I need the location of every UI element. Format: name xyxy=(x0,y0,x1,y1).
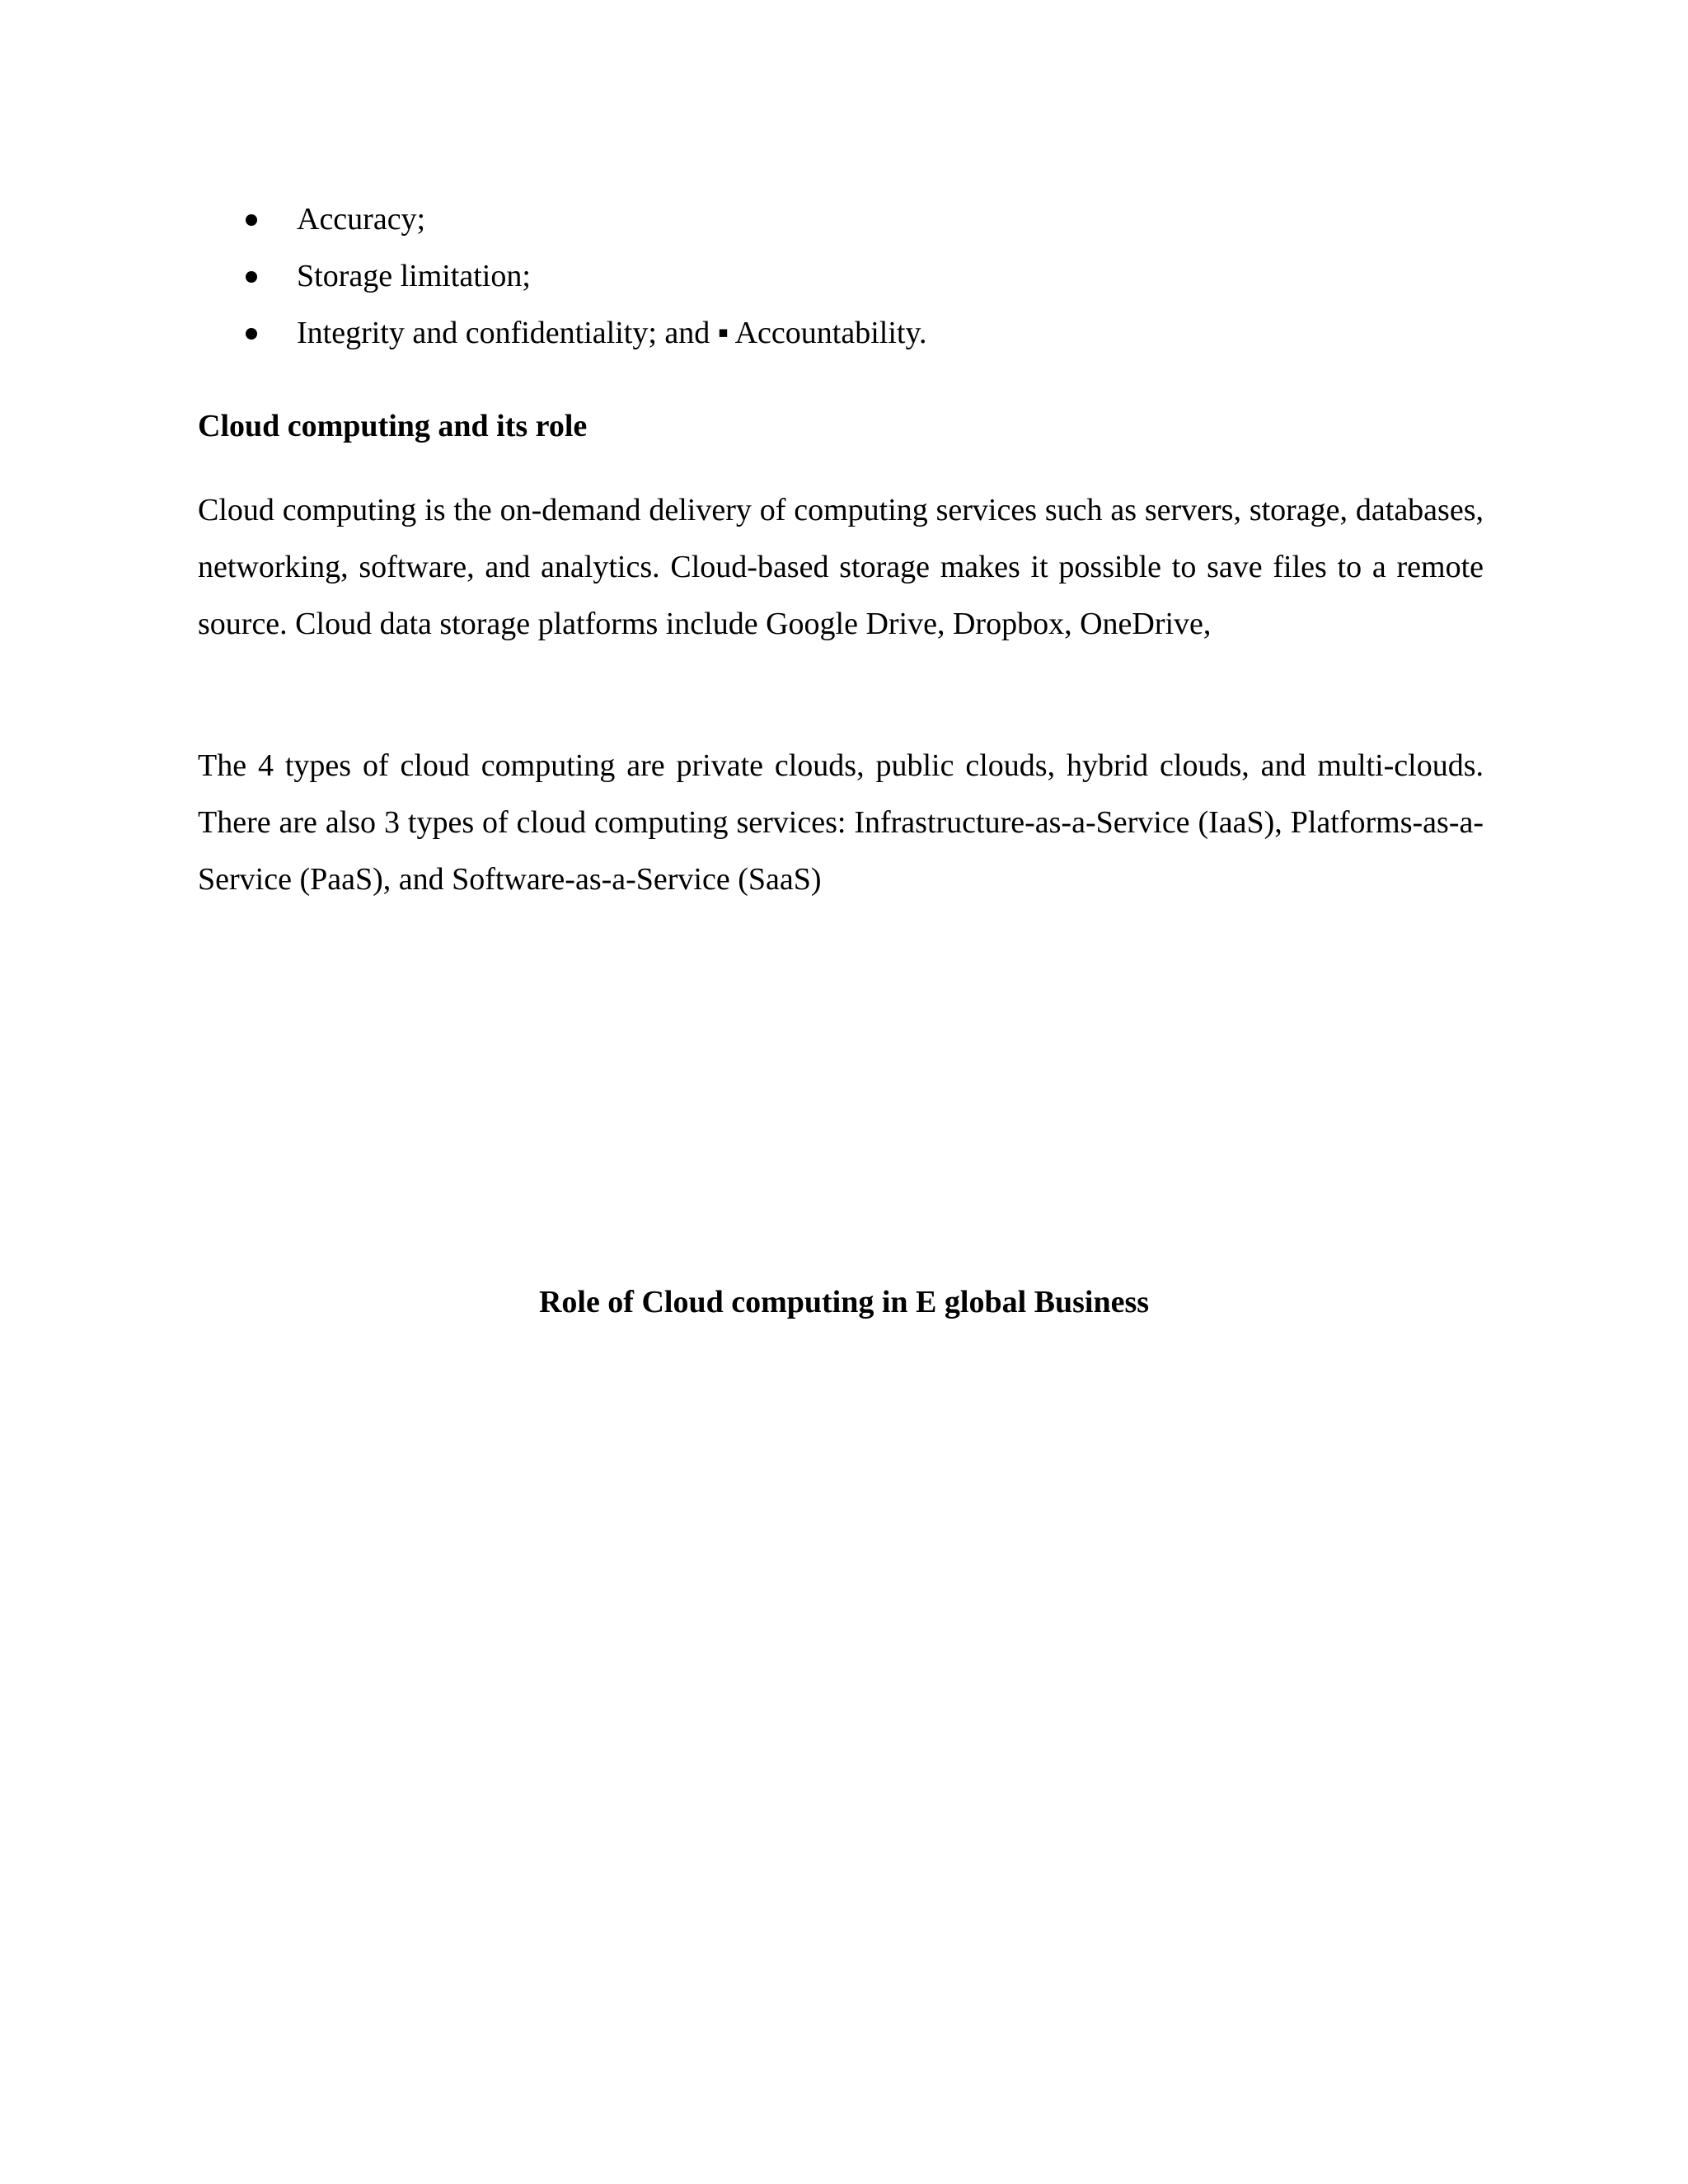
bullet-icon xyxy=(246,328,257,340)
list-item xyxy=(198,248,1484,305)
bullet-icon xyxy=(246,271,257,283)
list-item-text: Storage limitation; xyxy=(297,259,531,293)
list-item-text: Accuracy; xyxy=(297,202,426,237)
list-item xyxy=(198,191,1484,248)
bullet-icon xyxy=(246,214,257,226)
list-item xyxy=(198,305,1484,362)
list-item-text: Integrity and confidentiality; and ▪ Accountability. xyxy=(297,316,927,350)
centered-heading: Role of Cloud computing in E global Business xyxy=(538,1285,1150,1319)
body-paragraph: Cloud computing is the on-demand delivery of computing services such as servers, storage, databases, networking, software, and analytics. Cloud-based storage makes it possible to save files to a remote source. Cloud data storage platforms include Google Drive, Dropbox, OneDrive, xyxy=(198,493,1484,641)
bullet-list xyxy=(198,191,1484,362)
section-heading: Cloud computing and its role xyxy=(198,409,588,443)
body-paragraph: The 4 types of cloud computing are private clouds, public clouds, hybrid clouds, and multi-clouds. There are also 3 types of cloud computing services: Infrastructure-as-a-Service (IaaS), Platforms-as-a-Service (PaaS), and Software-as-a-Service (SaaS) xyxy=(198,748,1484,897)
